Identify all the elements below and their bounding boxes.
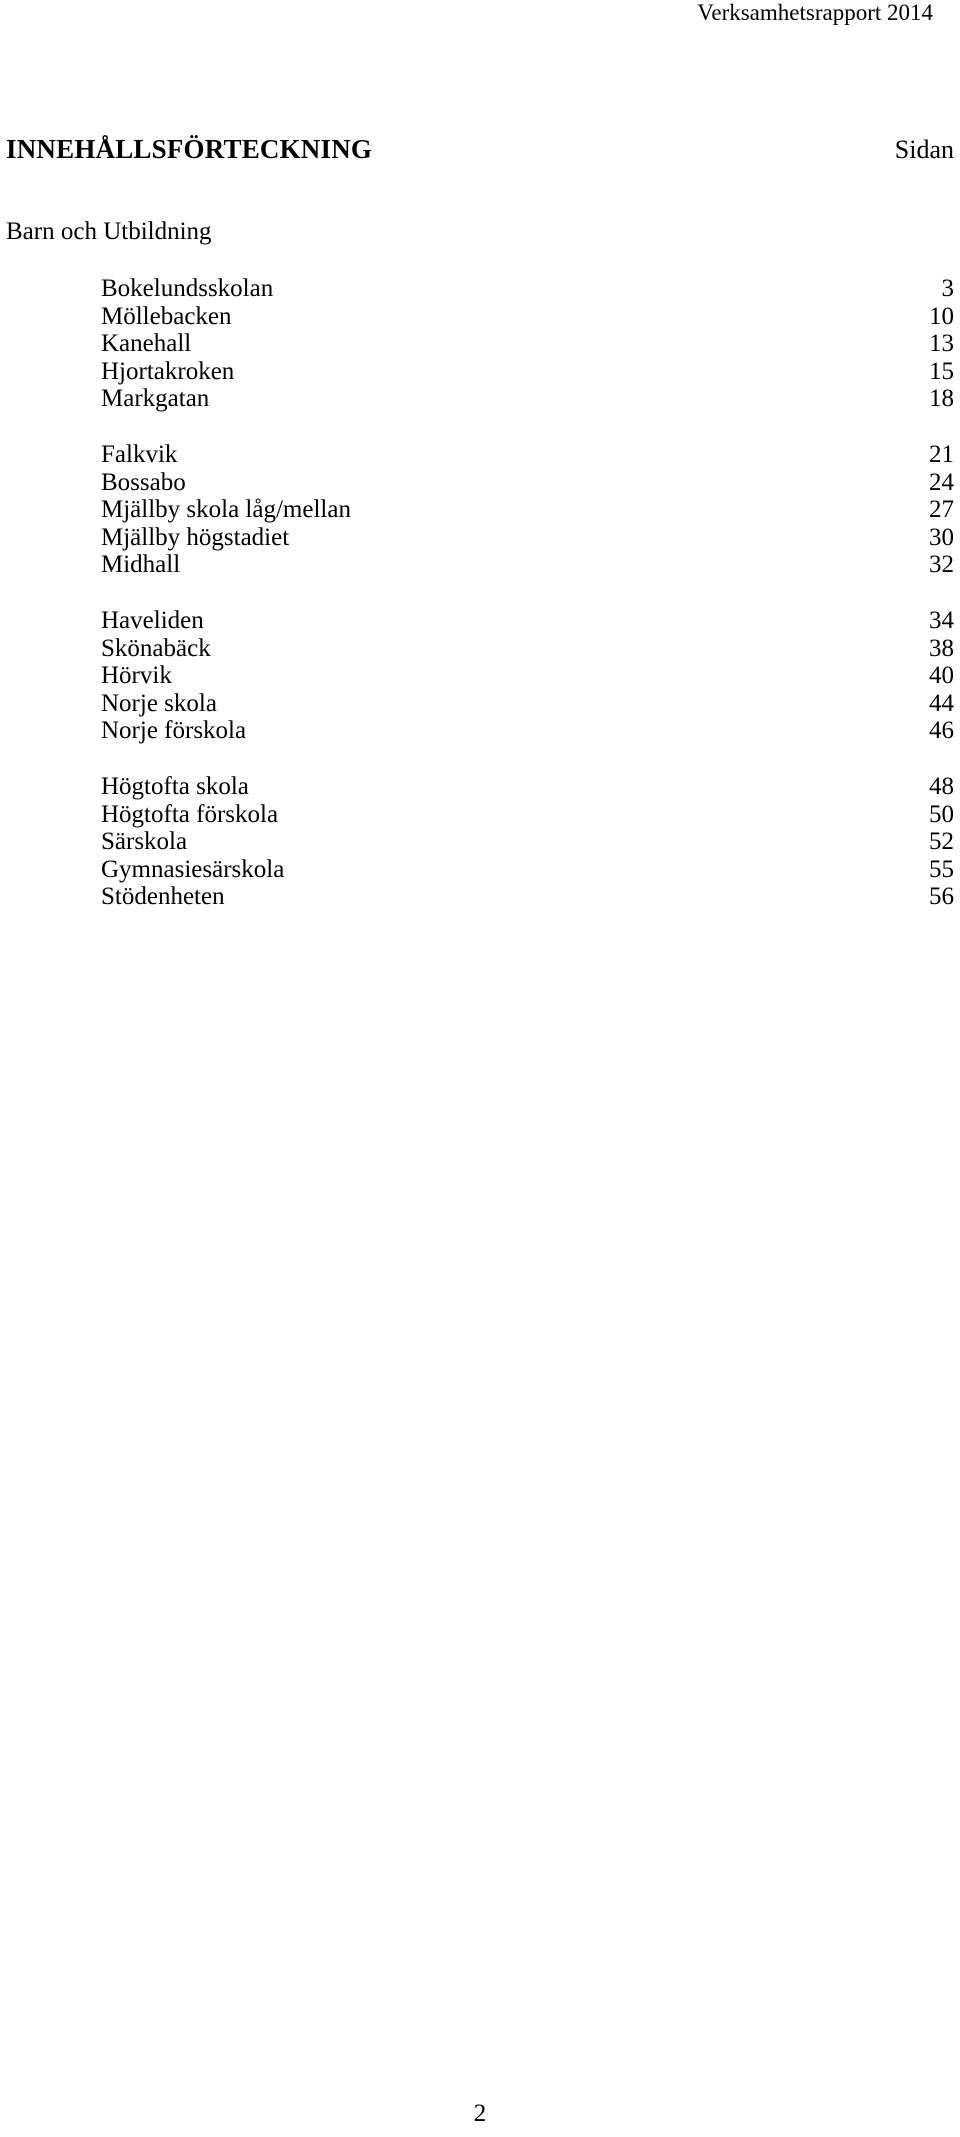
toc-entry-page: 52 bbox=[929, 828, 954, 856]
toc-entry-page: 40 bbox=[929, 662, 954, 690]
toc-entry-label: Skönabäck bbox=[101, 634, 211, 662]
toc-entry bbox=[101, 330, 954, 358]
running-header: Verksamhetsrapport 2014 bbox=[697, 0, 933, 25]
toc-entry bbox=[101, 801, 954, 829]
toc-entry bbox=[101, 883, 954, 911]
toc-entry-page: 18 bbox=[929, 385, 954, 413]
toc-entry-label: Gymnasiesärskola bbox=[101, 855, 285, 883]
toc-entry-page: 27 bbox=[929, 496, 954, 524]
toc-entry bbox=[101, 469, 954, 497]
toc-entry bbox=[101, 358, 954, 386]
toc-entry-page: 44 bbox=[929, 689, 954, 717]
toc-entry-label: Norje förskola bbox=[101, 717, 247, 745]
toc-entry-page: 24 bbox=[929, 468, 954, 496]
toc-entry-label: Högtofta förskola bbox=[101, 800, 279, 828]
toc-entry-label: Bokelundsskolan bbox=[101, 275, 274, 302]
toc-entry bbox=[101, 303, 954, 331]
toc-entry-page: 55 bbox=[929, 855, 954, 883]
section-title: Barn och Utbildning bbox=[6, 218, 212, 245]
toc-entry-page: 30 bbox=[929, 523, 954, 551]
toc-group-4 bbox=[101, 773, 954, 911]
toc-entry-label: Möllebacken bbox=[101, 302, 232, 330]
toc-group-3 bbox=[101, 607, 954, 745]
toc-title-row bbox=[6, 134, 954, 168]
toc-group-1 bbox=[101, 275, 954, 413]
toc-entry-page: 13 bbox=[929, 330, 954, 358]
toc-entry bbox=[101, 275, 954, 303]
toc-entry bbox=[101, 773, 954, 801]
toc-entry-page: 32 bbox=[929, 551, 954, 579]
toc-entry-page: 3 bbox=[941, 275, 954, 302]
toc-entry-page: 46 bbox=[929, 717, 954, 745]
toc-entry-label: Hörvik bbox=[101, 662, 172, 690]
toc-entry-label: Kanehall bbox=[101, 330, 192, 358]
toc-entry bbox=[101, 828, 954, 856]
toc-entry bbox=[101, 441, 954, 469]
toc-entry-page: 48 bbox=[929, 772, 954, 800]
toc-entry bbox=[101, 856, 954, 884]
toc-entry bbox=[101, 524, 954, 552]
toc-entry-label: Midhall bbox=[101, 551, 181, 579]
toc-entry bbox=[101, 717, 954, 745]
page-column-label: Sidan bbox=[894, 135, 954, 164]
toc-entry-label: Högtofta skola bbox=[101, 772, 249, 800]
toc-entry-label: Mjällby skola låg/mellan bbox=[101, 496, 351, 524]
toc-entry-page: 56 bbox=[929, 883, 954, 911]
toc-entry-page: 15 bbox=[929, 357, 954, 385]
toc-entry bbox=[101, 662, 954, 690]
toc-entry-label: Markgatan bbox=[101, 385, 210, 413]
toc-entry-label: Stödenheten bbox=[101, 883, 225, 911]
toc-entry-label: Haveliden bbox=[101, 606, 204, 634]
toc-entry bbox=[101, 607, 954, 635]
toc-entry-page: 38 bbox=[929, 634, 954, 662]
toc-entry-page: 50 bbox=[929, 800, 954, 828]
toc-entry bbox=[101, 385, 954, 413]
toc-entry bbox=[101, 635, 954, 663]
toc-entry-label: Bossabo bbox=[101, 468, 186, 496]
toc-entry bbox=[101, 496, 954, 524]
toc-entry bbox=[101, 690, 954, 718]
toc-entry-label: Falkvik bbox=[101, 440, 178, 468]
toc-entry-label: Norje skola bbox=[101, 689, 217, 717]
toc-entries bbox=[101, 275, 954, 939]
toc-entry-page: 34 bbox=[929, 606, 954, 634]
page-number: 2 bbox=[473, 2100, 487, 2127]
toc-entry-page: 10 bbox=[929, 302, 954, 330]
toc-entry-label: Hjortakroken bbox=[101, 357, 235, 385]
toc-entry-label: Särskola bbox=[101, 828, 188, 856]
toc-entry-page: 21 bbox=[929, 440, 954, 468]
toc-group-2 bbox=[101, 441, 954, 579]
toc-title: INNEHÅLLSFÖRTECKNING bbox=[6, 134, 373, 164]
toc-entry-label: Mjällby högstadiet bbox=[101, 523, 290, 551]
toc-entry bbox=[101, 551, 954, 579]
